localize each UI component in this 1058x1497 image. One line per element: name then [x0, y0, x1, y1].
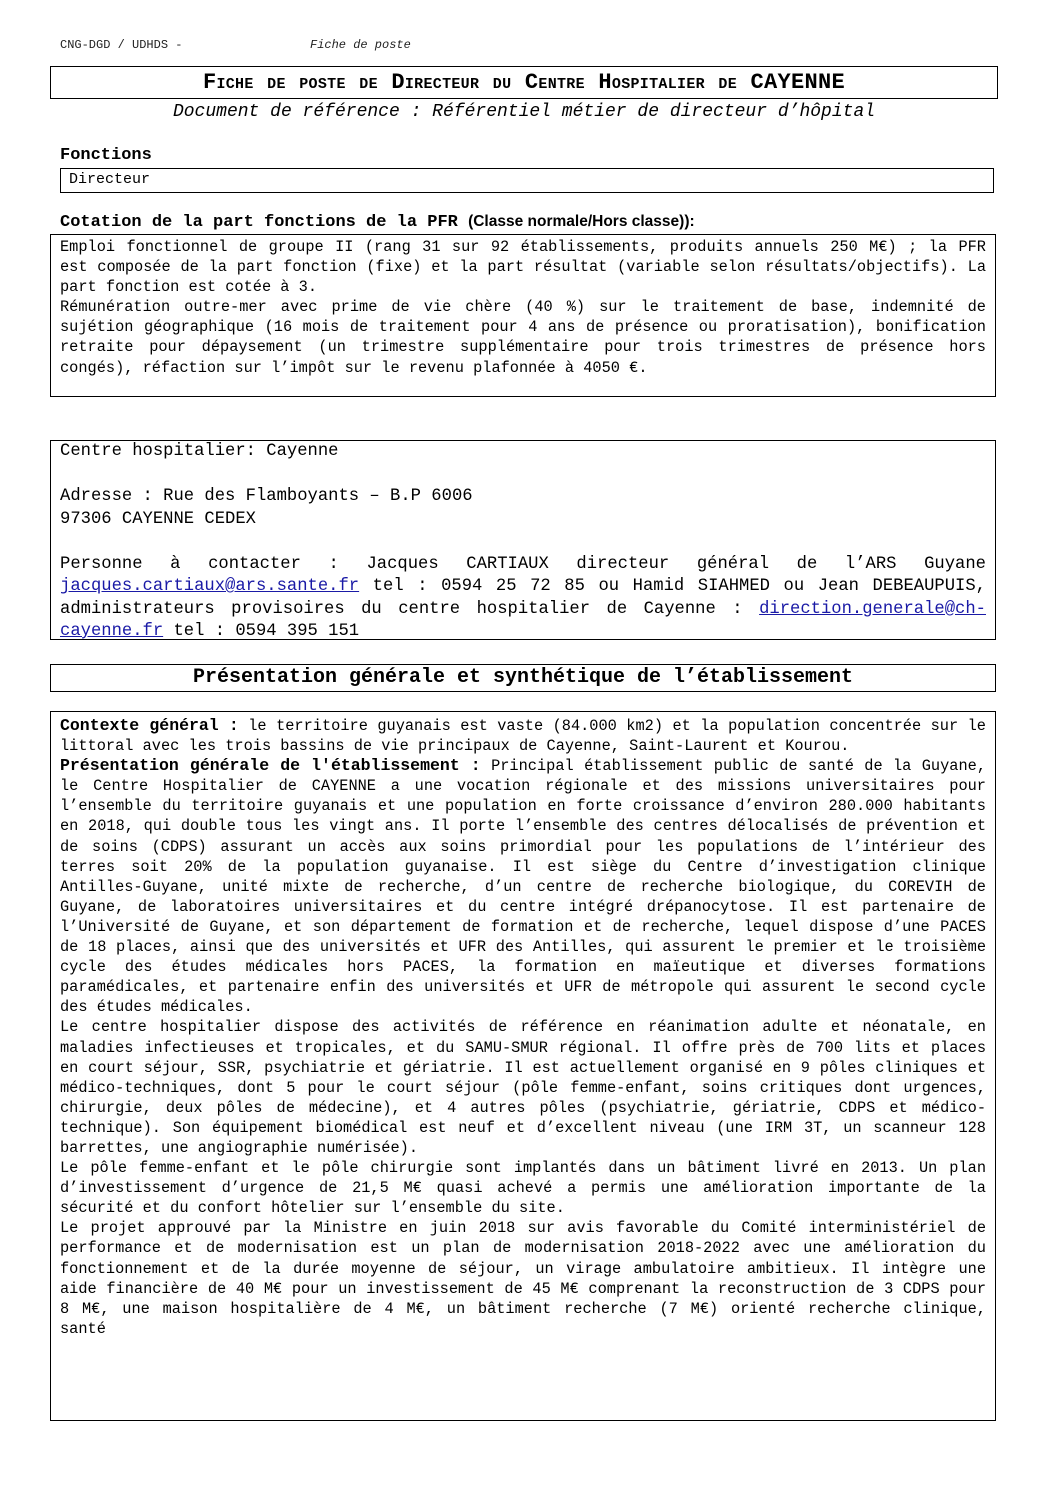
contact-person-text: Personne à contacter : Jacques CARTIAUX directeur général de l’ARS Guyane [60, 554, 986, 574]
address-line-1: Adresse : Rue des Flamboyants – B.P 6006 [60, 487, 473, 506]
cotation-label-suffix: (Classe normale/Hors classe)): [468, 213, 695, 230]
cotation-label-text: Cotation de la part fonctions de la PFR [60, 213, 458, 232]
presentation-box [50, 711, 996, 1421]
context-label: Contexte général : [60, 716, 239, 735]
project-paragraph: Le projet approuvé par la Ministre en juin 2018 sur avis favorable du Comité interministériel de performance et de modernisation est un plan de modernisation 2018-2022 avec une amélioration du fonctionnement et de la durée moyenne de séjour, un virage ambulatoire ambitieux. Il intègre une aide financière de 40 M€ pour un investissement de 45 M€ comprenant la reconstruction de 3 CDPS pour 8 M€, une maison hospitalière de 4 M€, un bâtiment recherche (7 M€) orienté recherche clinique, santé [60, 1219, 986, 1338]
email-link-ch[interactable]: direction.generale@ch-cayenne.fr [60, 599, 986, 641]
contact-box [50, 440, 996, 640]
page-header [60, 38, 411, 52]
fonctions-value: Directeur [60, 168, 994, 193]
section-title: Présentation générale et synthétique de l’établissement [50, 664, 996, 692]
header-left: CNG-DGD / UDHDS - [60, 38, 183, 52]
address-line-2: 97306 CAYENNE CEDEX [60, 509, 256, 529]
contact-tel-2: tel : 0594 395 151 [163, 622, 360, 641]
cotation-box [50, 234, 996, 397]
email-link-ars[interactable]: jacques.cartiaux@ars.sante.fr [60, 577, 360, 596]
activities-paragraph: Le centre hospitalier dispose des activités de référence en réanimation adulte et néonatale, en maladies infectieuses et tropicales, et du SAMU-SMUR régional. Il offre près de 700 lits et places en court séjour, SSR, psychiatrie et gériatrie. Il est actuellement organisé en 9 pôles cliniques et médico-techniques, dont 5 pour le court séjour (pôle femme-enfant, soins critiques dont urgences, chirurgie, deux pôles de médecine), et 4 autres pôles (psychiatrie, gériatrie, CDPS et médico-technique). Son équipement biomédical est neuf et d’excellent niveau (une IRM 3T, un scanneur 128 barrettes, une angiographie numérisée). [60, 1018, 986, 1157]
fonctions-label: Fonctions [60, 146, 152, 165]
cotation-label [60, 213, 695, 232]
centre-name: Centre hospitalier: Cayenne [60, 442, 339, 461]
presentation-label: Présentation générale de l'établissement : [60, 756, 481, 776]
contact-person [60, 554, 986, 644]
document-subtitle: Document de référence : Référentiel métier de directeur d’hôpital [172, 102, 876, 122]
cotation-paragraph-2: Rémunération outre-mer avec prime de vie chère (40 %) sur le traitement de base, indemnité de sujétion géographique (16 mois de traitement pour 4 ans de présence ou proratisation), bonification retraite pour dépaysement (un trimestre supplémentaire pour trois trimestres de présence hors congés), réfaction sur l’impôt sur le revenu plafonnée à 4050 €. [60, 298, 986, 377]
presentation-paragraph [60, 756, 986, 1017]
presentation-text: Principal établissement public de santé de la Guyane, le Centre Hospitalier de CAYENNE a une vocation régionale et des missions universitaires pour l’ensemble du territoire guyanais et une population en forte croissance d’environ 280.000 habitants en 2018, qui double tous les vingt ans. Il porte l’ensemble des centres délocalisés de prévention et de soins (CDPS) assurant un accès aux soins primordial pour les populations de l’intérieur des terres soit 20% de la population guyanaise. Il est siège du Centre d’investigation clinique Antilles-Guyane, unité mixte de recherche, d’un centre de recherche biologique, du COREVIH de Guyane, de laboratoires universitaires et du centre intégré drépanocytose. Il est partenaire de l’Université de Guyane, et son département de formation et de recherche, lequel dispose d’une PACES de 18 places, ainsi que des universités et UFR des Antilles, qui assurent le premier et le troisième cycle des études médicales hors PACES, la formation en maïeutique et diverses formations paramédicales, et partenaire enfin des universités et UFR de métropole qui assurent le second cycle des études médicales. [60, 757, 987, 1017]
document-title: Fiche de poste de Directeur du Centre Hospitalier de CAYENNE [50, 66, 998, 99]
contact-tel-1: tel : 0594 25 72 85 ou Hamid SIAHMED ou Jean DEBEAUPUIS, administrateurs provisoires du centre hospitalier de Cayenne : [60, 577, 986, 619]
context-paragraph [60, 716, 986, 756]
context-text: le territoire guyanais est vaste (84.000 km2) et la population concentrée sur le littoral avec les trois bassins de vie principaux de Cayenne, Saint-Laurent et Kourou. [60, 717, 986, 756]
cotation-paragraph-1: Emploi fonctionnel de groupe II (rang 31 sur 92 établissements, produits annuels 250 M€) ; la PFR est composée de la part fonction (fixe) et la part résultat (variable selon résultats/objectifs). La part fonction est cotée à 3. [60, 238, 986, 297]
header-right: Fiche de poste [310, 38, 411, 52]
buildings-paragraph: Le pôle femme-enfant et le pôle chirurgie sont implantés dans un bâtiment livré en 2013. Un plan d’investissement d’urgence de 21,5 M€ quasi achevé a permis une amélioration importante de la sécurité et du confort hôtelier sur l’ensemble du site. [60, 1159, 986, 1218]
